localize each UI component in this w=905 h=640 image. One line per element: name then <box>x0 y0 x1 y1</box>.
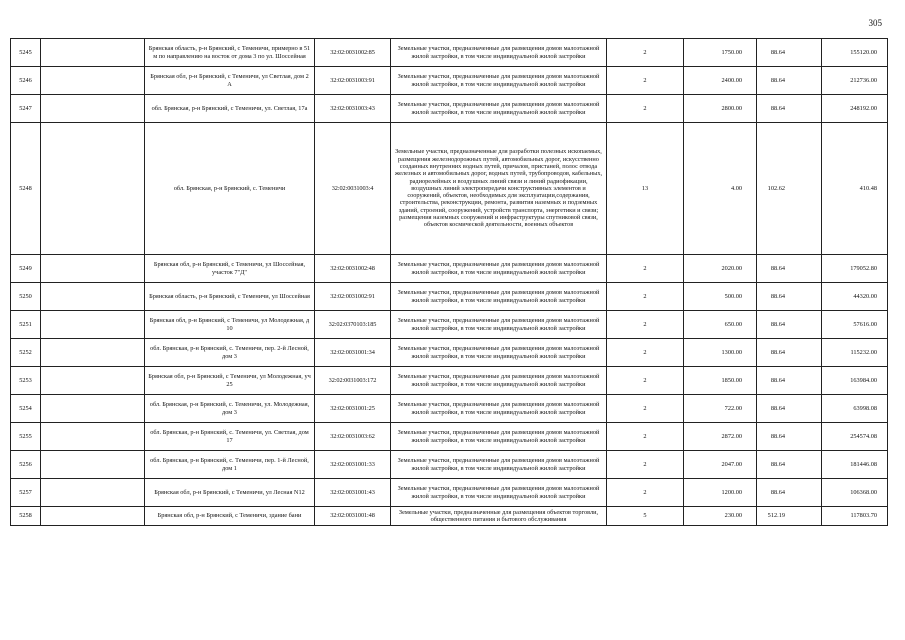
rate-cell: 88.64 <box>757 311 822 339</box>
cadastral-number-cell: 32:02:0370103:185 <box>315 311 391 339</box>
cadastral-number-cell: 32:02:0031001:34 <box>315 339 391 367</box>
table-row <box>11 367 888 395</box>
land-use-cell: Земельные участки, предназначенные для размещения домов малоэтажной жилой застройки, в том числе индивидуальной жилой застройки <box>391 479 607 507</box>
area-cell: 4.00 <box>684 123 757 255</box>
area-cell: 2400.00 <box>684 67 757 95</box>
address-cell: Брянская обл, р-н Брянский, с Теменичи, ул Молодежная, д 10 <box>145 311 315 339</box>
page-number: 305 <box>868 18 882 28</box>
table-row <box>11 255 888 283</box>
use-code-cell: 2 <box>607 423 684 451</box>
row-number: 5251 <box>11 311 41 339</box>
cadastral-value-cell: 106368.00 <box>822 479 888 507</box>
table-row <box>11 451 888 479</box>
row-number: 5255 <box>11 423 41 451</box>
use-code-cell: 2 <box>607 39 684 67</box>
empty-cell <box>41 311 145 339</box>
table-row <box>11 67 888 95</box>
row-number: 5245 <box>11 39 41 67</box>
empty-cell <box>41 255 145 283</box>
area-cell: 230.00 <box>684 507 757 526</box>
row-number: 5258 <box>11 507 41 526</box>
use-code-cell: 13 <box>607 123 684 255</box>
empty-cell <box>41 451 145 479</box>
use-code-cell: 2 <box>607 283 684 311</box>
address-cell: Брянская обл, р-н Брянский, с Теменичи, ул Светлая, дом 2 А <box>145 67 315 95</box>
cadastral-value-cell: 115232.00 <box>822 339 888 367</box>
rate-cell: 88.64 <box>757 67 822 95</box>
cadastral-number-cell: 32:02:0031003:4 <box>315 123 391 255</box>
land-use-cell: Земельные участки, предназначенные для размещения домов малоэтажной жилой застройки, в том числе индивидуальной жилой застройки <box>391 255 607 283</box>
row-number: 5253 <box>11 367 41 395</box>
address-cell: Брянская обл, р-н Брянский, с Теменичи, здание бани <box>145 507 315 526</box>
empty-cell <box>41 367 145 395</box>
land-use-cell: Земельные участки, предназначенные для размещения домов малоэтажной жилой застройки, в том числе индивидуальной жилой застройки <box>391 67 607 95</box>
land-use-cell: Земельные участки, предназначенные для разработки полезных ископаемых, размещения железнодорожных путей, автомобильных дорог, искусственно созданных внутренних водных путей, причалов, пристаней, полос отвода железных и автомобильных дорог, водных путей, трубопроводов, кабельных, радиорелейных и воздушных линий связи и линий радиофикации, воздушных линий электропередачи конструктивных элементов и сооружений, объектов, необходимых для эксплуатации,содержания, строительства, реконструкции, ремонта, развития наземных и подземных зданий, строений, сооружений, устройств транспорта, энергетики и связи; размещения наземных сооружений и инфраструктуры спутниковой связи, объектов космической деятельности, военных объектов <box>391 123 607 255</box>
row-number: 5249 <box>11 255 41 283</box>
cadastral-value-cell: 163984.00 <box>822 367 888 395</box>
cadastral-number-cell: 32:02:0031001:48 <box>315 507 391 526</box>
cadastral-number-cell: 32:02:0031003:43 <box>315 95 391 123</box>
address-cell: Брянская область, р-н Брянский, с Теменичи, ул Шоссейная <box>145 283 315 311</box>
address-cell: обл. Брянская, р-н Брянский, с. Теменичи, пер. 2-й Лесной, дом 3 <box>145 339 315 367</box>
empty-cell <box>41 339 145 367</box>
use-code-cell: 2 <box>607 479 684 507</box>
rate-cell: 88.64 <box>757 255 822 283</box>
use-code-cell: 2 <box>607 311 684 339</box>
cadastral-value-cell: 212736.00 <box>822 67 888 95</box>
row-number: 5248 <box>11 123 41 255</box>
land-use-cell: Земельные участки, предназначенные для размещения домов малоэтажной жилой застройки, в том числе индивидуальной жилой застройки <box>391 339 607 367</box>
land-use-cell: Земельные участки, предназначенные для размещения домов малоэтажной жилой застройки, в том числе индивидуальной жилой застройки <box>391 283 607 311</box>
cadastral-value-cell: 179052.80 <box>822 255 888 283</box>
area-cell: 1850.00 <box>684 367 757 395</box>
row-number: 5252 <box>11 339 41 367</box>
area-cell: 722.00 <box>684 395 757 423</box>
cadastral-number-cell: 32:02:0031001:25 <box>315 395 391 423</box>
row-number: 5254 <box>11 395 41 423</box>
cadastral-value-cell: 254574.08 <box>822 423 888 451</box>
address-cell: Брянская область, р-н Брянский, с Теменичи, примерно в 51 м по направлению на восток от дома 3 по ул. Шоссейная <box>145 39 315 67</box>
cadastral-number-cell: 32:02:0031001:33 <box>315 451 391 479</box>
area-cell: 1200.00 <box>684 479 757 507</box>
row-number: 5256 <box>11 451 41 479</box>
table-row <box>11 95 888 123</box>
use-code-cell: 2 <box>607 339 684 367</box>
address-cell: обл. Брянская, р-н Брянский, с. Теменичи, пер. 1-й Лесной, дом 1 <box>145 451 315 479</box>
table-row <box>11 507 888 526</box>
use-code-cell: 5 <box>607 507 684 526</box>
table-row <box>11 123 888 255</box>
cadastral-number-cell: 32:02:0031002:48 <box>315 255 391 283</box>
table-body <box>11 39 888 526</box>
address-cell: обл. Брянская, р-н Брянский, с. Теменичи, ул. Светлая, дом 17 <box>145 423 315 451</box>
rate-cell: 88.64 <box>757 283 822 311</box>
table-row <box>11 423 888 451</box>
address-cell: обл. Брянская, р-н Брянский, с. Теменичи, ул. Молодежная, дом 3 <box>145 395 315 423</box>
address-cell: Брянская обл, р-н Брянский, с Теменичи, ул Шоссейная, участок 7"Д" <box>145 255 315 283</box>
area-cell: 2047.00 <box>684 451 757 479</box>
address-cell: обл. Брянская, р-н Брянский, с. Теменичи <box>145 123 315 255</box>
cadastral-value-cell: 248192.00 <box>822 95 888 123</box>
cadastral-value-cell: 410.48 <box>822 123 888 255</box>
rate-cell: 88.64 <box>757 479 822 507</box>
rate-cell: 88.64 <box>757 367 822 395</box>
rate-cell: 88.64 <box>757 39 822 67</box>
cadastral-number-cell: 32:02:0031003:62 <box>315 423 391 451</box>
land-use-cell: Земельные участки, предназначенные для размещения домов малоэтажной жилой застройки, в том числе индивидуальной жилой застройки <box>391 395 607 423</box>
cadastral-number-cell: 32:02:0031003:91 <box>315 67 391 95</box>
cadastral-value-cell: 181446.08 <box>822 451 888 479</box>
address-cell: Брянская обл, р-н Брянский, с Теменичи, ул Лесная N12 <box>145 479 315 507</box>
land-use-cell: Земельные участки, предназначенные для размещения домов малоэтажной жилой застройки, в том числе индивидуальной жилой застройки <box>391 39 607 67</box>
area-cell: 2872.00 <box>684 423 757 451</box>
table-row <box>11 311 888 339</box>
address-cell: Брянская обл, р-н Брянский, с Теменичи, ул Молодежная, уч 25 <box>145 367 315 395</box>
empty-cell <box>41 95 145 123</box>
land-registry-table <box>10 38 888 526</box>
empty-cell <box>41 395 145 423</box>
empty-cell <box>41 507 145 526</box>
cadastral-value-cell: 155120.00 <box>822 39 888 67</box>
use-code-cell: 2 <box>607 451 684 479</box>
row-number: 5246 <box>11 67 41 95</box>
area-cell: 2800.00 <box>684 95 757 123</box>
rate-cell: 88.64 <box>757 95 822 123</box>
use-code-cell: 2 <box>607 67 684 95</box>
cadastral-number-cell: 32:02:0031002:85 <box>315 39 391 67</box>
area-cell: 650.00 <box>684 311 757 339</box>
table-row <box>11 339 888 367</box>
rate-cell: 102.62 <box>757 123 822 255</box>
empty-cell <box>41 283 145 311</box>
cadastral-value-cell: 63998.08 <box>822 395 888 423</box>
cadastral-number-cell: 32:02:0031001:43 <box>315 479 391 507</box>
use-code-cell: 2 <box>607 395 684 423</box>
cadastral-value-cell: 117803.70 <box>822 507 888 526</box>
rate-cell: 512.19 <box>757 507 822 526</box>
rate-cell: 88.64 <box>757 451 822 479</box>
table-row <box>11 395 888 423</box>
land-use-cell: Земельные участки, предназначенные для размещения домов малоэтажной жилой застройки, в том числе индивидуальной жилой застройки <box>391 451 607 479</box>
land-use-cell: Земельные участки, предназначенные для размещения домов малоэтажной жилой застройки, в том числе индивидуальной жилой застройки <box>391 367 607 395</box>
rate-cell: 88.64 <box>757 395 822 423</box>
empty-cell <box>41 39 145 67</box>
row-number: 5247 <box>11 95 41 123</box>
rate-cell: 88.64 <box>757 339 822 367</box>
table-row <box>11 39 888 67</box>
cadastral-number-cell: 32:02:0031002:91 <box>315 283 391 311</box>
area-cell: 500.00 <box>684 283 757 311</box>
row-number: 5257 <box>11 479 41 507</box>
empty-cell <box>41 123 145 255</box>
rate-cell: 88.64 <box>757 423 822 451</box>
area-cell: 2020.00 <box>684 255 757 283</box>
cadastral-value-cell: 44320.00 <box>822 283 888 311</box>
address-cell: обл. Брянская, р-н Брянский, с Теменичи, ул. Светлая, 17а <box>145 95 315 123</box>
land-use-cell: Земельные участки, предназначенные для размещения объектов торговли, общественного питания и бытового обслуживания <box>391 507 607 526</box>
table-row <box>11 479 888 507</box>
empty-cell <box>41 479 145 507</box>
area-cell: 1300.00 <box>684 339 757 367</box>
area-cell: 1750.00 <box>684 39 757 67</box>
row-number: 5250 <box>11 283 41 311</box>
use-code-cell: 2 <box>607 367 684 395</box>
empty-cell <box>41 67 145 95</box>
table-row <box>11 283 888 311</box>
empty-cell <box>41 423 145 451</box>
cadastral-number-cell: 32:02:0031003:172 <box>315 367 391 395</box>
use-code-cell: 2 <box>607 95 684 123</box>
use-code-cell: 2 <box>607 255 684 283</box>
cadastral-value-cell: 57616.00 <box>822 311 888 339</box>
land-use-cell: Земельные участки, предназначенные для размещения домов малоэтажной жилой застройки, в том числе индивидуальной жилой застройки <box>391 95 607 123</box>
land-use-cell: Земельные участки, предназначенные для размещения домов малоэтажной жилой застройки, в том числе индивидуальной жилой застройки <box>391 423 607 451</box>
land-use-cell: Земельные участки, предназначенные для размещения домов малоэтажной жилой застройки, в том числе индивидуальной жилой застройки <box>391 311 607 339</box>
